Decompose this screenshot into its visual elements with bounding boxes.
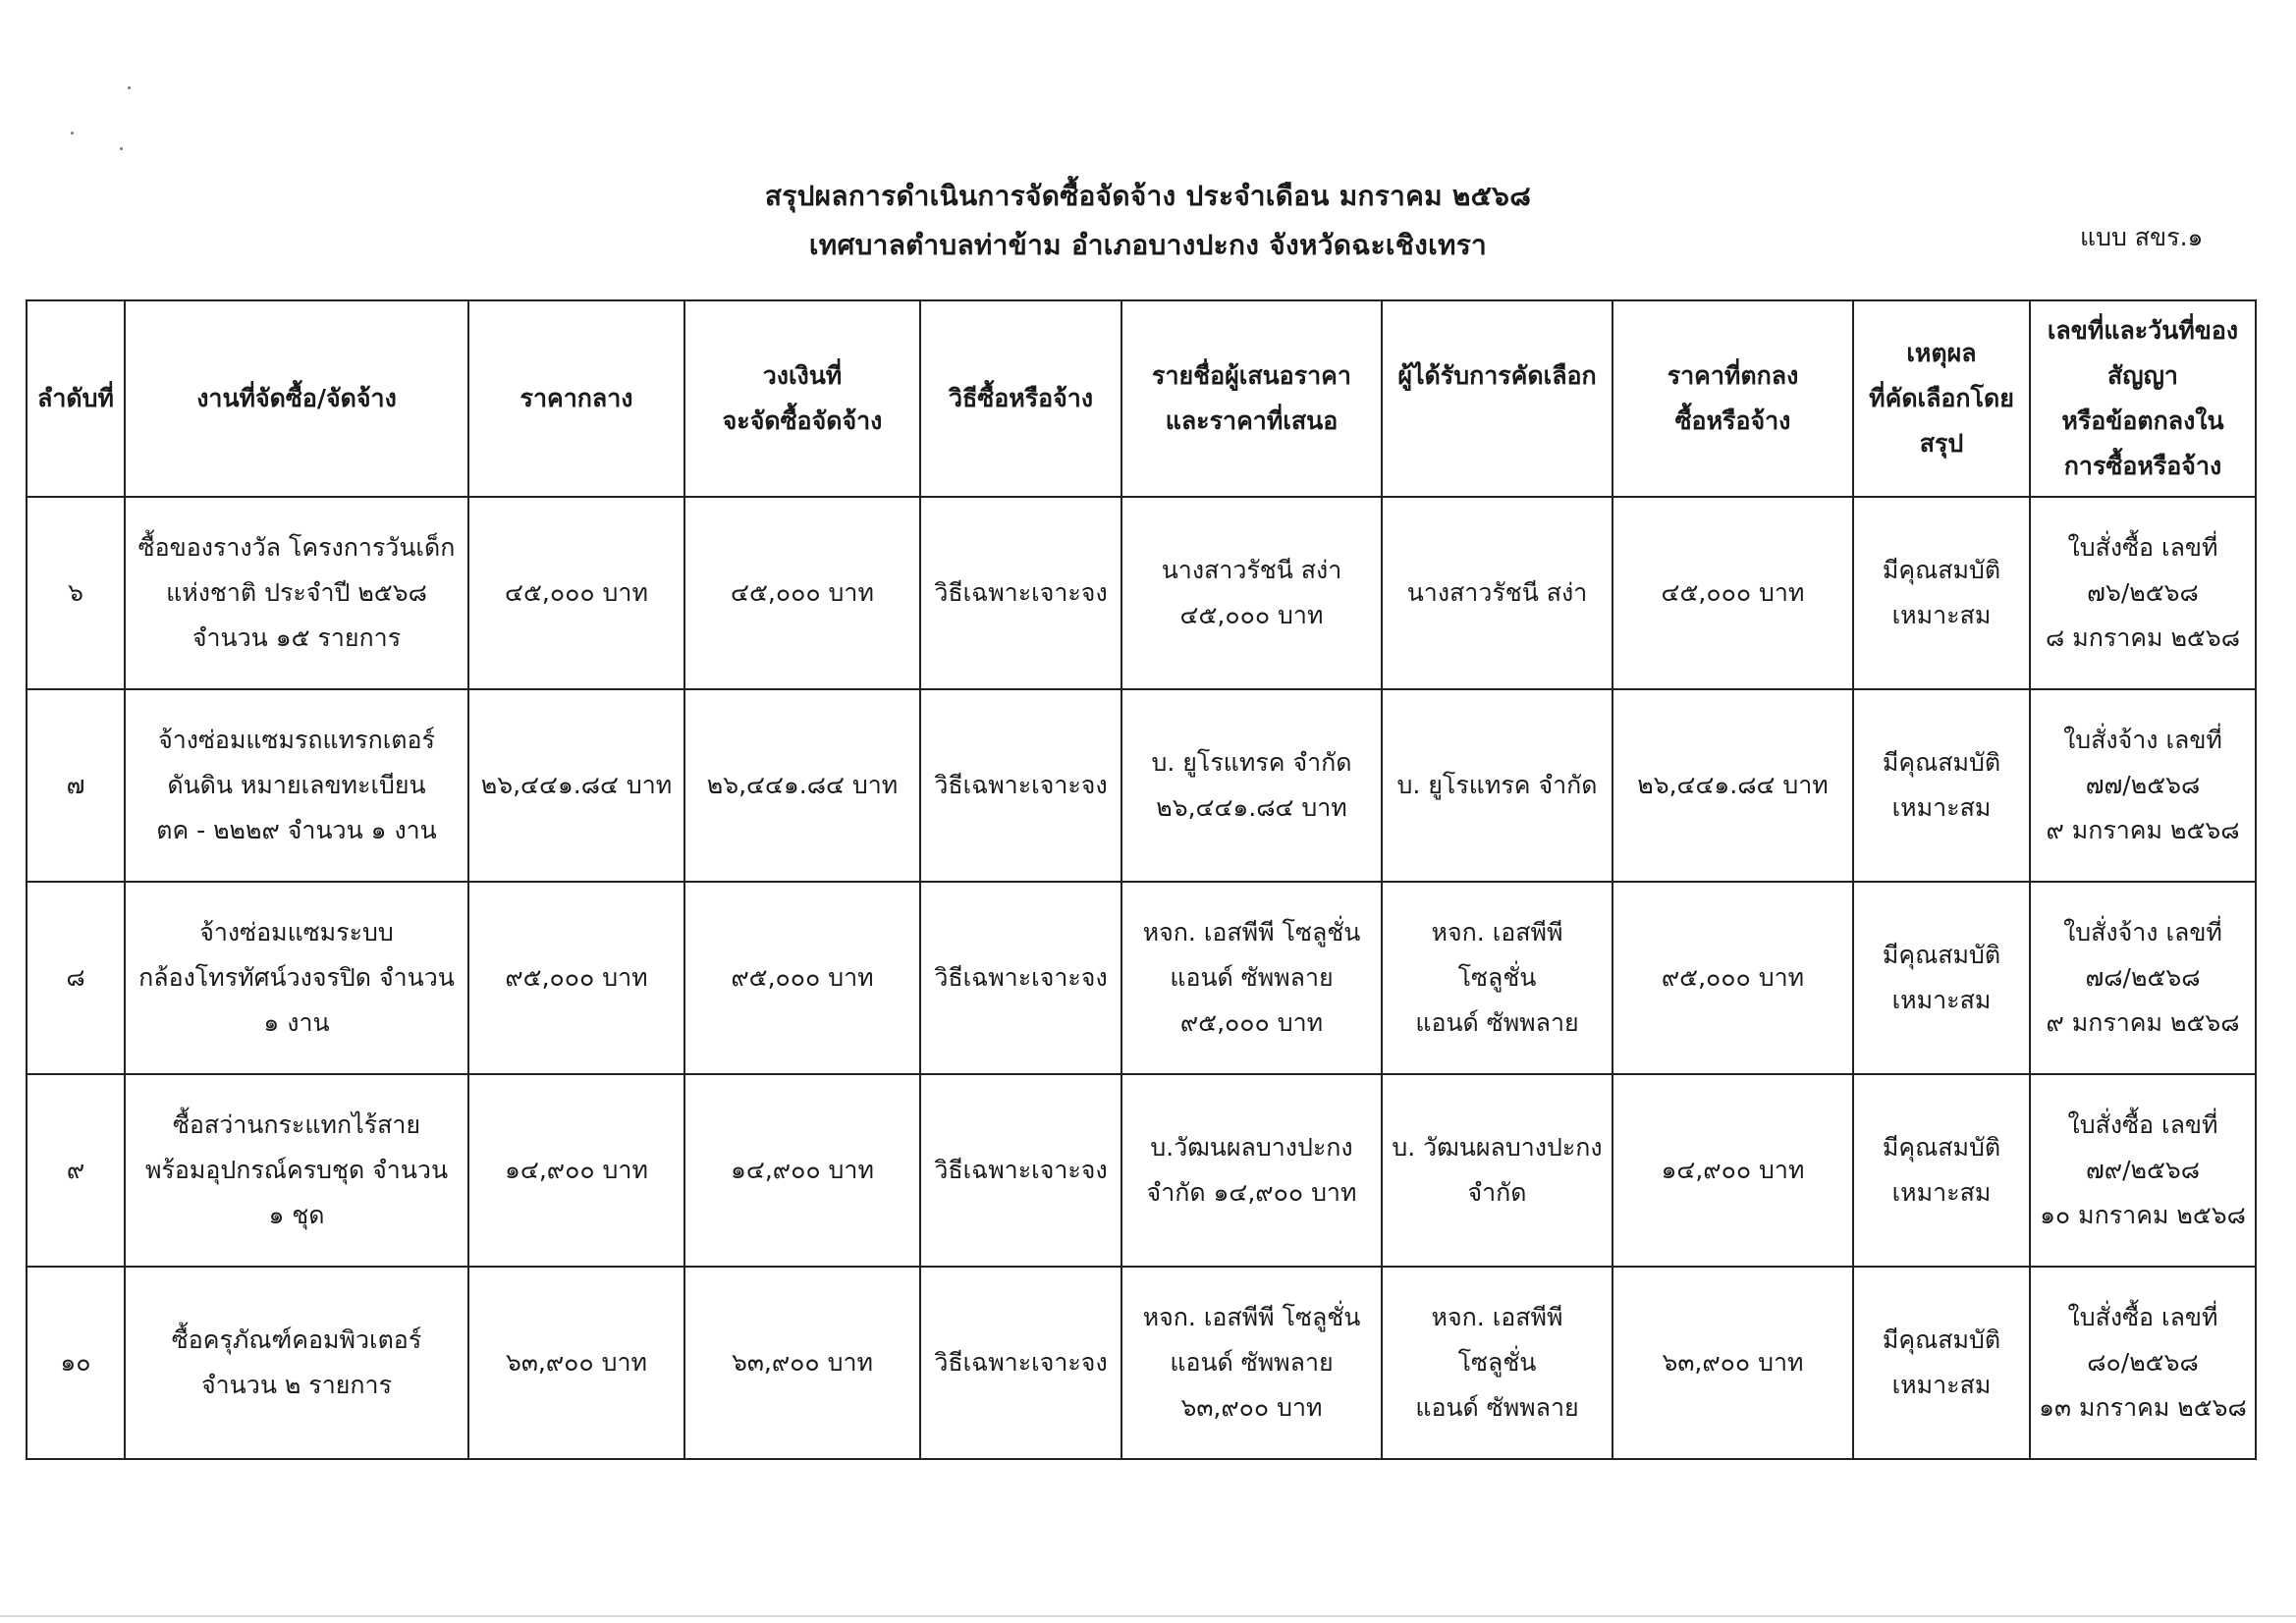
item-description (125, 497, 468, 689)
header-text: และราคาที่เสนอ (1165, 406, 1339, 435)
table-row (27, 497, 2256, 689)
contract-reference-line: ๑๐ มกราคม ๒๕๖๘ (2040, 1201, 2246, 1229)
table-row (27, 689, 2256, 882)
contract-reference-line: ๗๘/๒๕๖๘ (2085, 963, 2201, 992)
contract-reference-line: ๘๐/๒๕๖๘ (2087, 1348, 2199, 1377)
selected-vendor-line: บ. วัฒนผลบางปะกง (1392, 1133, 1603, 1162)
header-text: วงเงินที่ (762, 361, 843, 390)
budget-amount: ๙๕,๐๐๐ บาท (684, 882, 920, 1074)
contract-reference-line: ใบสั่งจ้าง เลขที่ (2063, 918, 2222, 947)
selection-reason (1853, 497, 2030, 689)
bidders-and-prices (1121, 882, 1382, 1074)
scan-mark (71, 132, 74, 135)
item-description (125, 1267, 468, 1459)
header-reason (1853, 300, 2030, 497)
bidders-and-prices-line: ๔๕,๐๐๐ บาท (1179, 601, 1324, 629)
header-text: ซื้อหรือจ้าง (1674, 406, 1791, 435)
bidders-and-prices-line: บ. ยูโรแทรค จำกัด (1151, 748, 1352, 777)
contract-reference-line: ๑๓ มกราคม ๒๕๖๘ (2039, 1393, 2247, 1422)
contract-reference-line: ๙ มกราคม ๒๕๖๘ (2046, 816, 2240, 844)
bidders-and-prices-line: นางสาวรัชนี สง่า (1161, 556, 1342, 584)
header-contract (2030, 300, 2256, 497)
agreed-price: ๖๓,๙๐๐ บาท (1613, 1267, 1853, 1459)
median-price: ๑๔,๙๐๐ บาท (468, 1074, 684, 1267)
item-description-line: ๑ งาน (263, 1008, 330, 1037)
bidders-and-prices-line: หจก. เอสพีพี โซลูชั่น (1142, 918, 1361, 947)
contract-reference-line: ๗๗/๒๕๖๘ (2085, 771, 2201, 799)
selection-reason-line: เหมาะสม (1891, 1371, 1992, 1399)
median-price: ๒๖,๔๔๑.๘๔ บาท (468, 689, 684, 882)
selection-reason-line: มีคุณสมบัติ (1882, 748, 2001, 777)
bidders-and-prices (1121, 1267, 1382, 1459)
contract-reference-line: ใบสั่งจ้าง เลขที่ (2063, 726, 2222, 754)
table-row (27, 882, 2256, 1074)
bidders-and-prices-line: หจก. เอสพีพี โซลูชั่น (1142, 1303, 1361, 1331)
item-description-line: จ้างซ่อมแซมระบบ (199, 918, 394, 947)
selected-vendor-line: หจก. เอสพีพี โซลูชั่น (1431, 918, 1563, 992)
budget-amount: ๖๓,๙๐๐ บาท (684, 1267, 920, 1459)
header-text: ผู้ได้รับการคัดเลือก (1397, 361, 1597, 390)
procurement-method: วิธีเฉพาะเจาะจง (920, 689, 1121, 882)
header-text (1391, 399, 1604, 444)
row-number: ๗ (27, 689, 125, 882)
selected-vendor (1382, 1074, 1613, 1267)
selection-reason-line: เหมาะสม (1891, 793, 1992, 822)
budget-amount: ๔๕,๐๐๐ บาท (684, 497, 920, 689)
header-text: จะจัดซื้อจัดจ้าง (722, 406, 883, 435)
selected-vendor-line: จำกัด (1467, 1178, 1527, 1207)
selected-vendor (1382, 1267, 1613, 1459)
header-text: การซื้อหรือจ้าง (2063, 452, 2222, 480)
scan-edge (0, 1615, 2296, 1617)
item-description-line: ซื้อของรางวัล โครงการวันเด็ก (137, 533, 456, 562)
bidders-and-prices (1121, 689, 1382, 882)
form-code: แบบ สขร.๑ (2080, 223, 2204, 251)
document-title: สรุปผลการดำเนินการจัดซื้อจัดจ้าง ประจำเดือน มกราคม ๒๕๖๘ (764, 180, 1532, 212)
header-text: ที่คัดเลือกโดย (1869, 384, 2014, 412)
selected-vendor (1382, 882, 1613, 1074)
median-price: ๖๓,๙๐๐ บาท (468, 1267, 684, 1459)
selected-vendor (1382, 689, 1613, 882)
selected-vendor-line: หจก. เอสพีพี โซลูชั่น (1431, 1303, 1563, 1377)
bidders-and-prices-line: แอนด์ ซัพพลาย (1170, 963, 1334, 992)
item-description-line: ๑ ชุด (268, 1201, 325, 1229)
bidders-and-prices-line: ๒๖,๔๔๑.๘๔ บาท (1156, 793, 1347, 822)
bidders-and-prices-line: ๖๓,๙๐๐ บาท (1180, 1393, 1323, 1422)
contract-reference (2030, 497, 2256, 689)
document-subtitle: เทศบาลตำบลท่าข้าม อำเภอบางปะกง จังหวัดฉะเชิงเทรา (808, 229, 1488, 261)
bidders-and-prices-line: จำกัด ๑๔,๙๐๐ บาท (1146, 1178, 1357, 1207)
header-method (920, 300, 1121, 497)
header-text: สรุป (1919, 429, 1964, 458)
item-description (125, 689, 468, 882)
selected-vendor-line: แอนด์ ซัพพลาย (1415, 1008, 1579, 1037)
header-text: รายชื่อผู้เสนอราคา (1152, 361, 1351, 390)
contract-reference-line: ๗๖/๒๕๖๘ (2087, 578, 2199, 607)
item-description-line: ซื้อสว่านกระแทกไร้สาย (172, 1110, 421, 1139)
header-no (27, 300, 125, 497)
selection-reason-line: เหมาะสม (1891, 986, 1992, 1014)
contract-reference (2030, 689, 2256, 882)
contract-reference-line: ใบสั่งซื้อ เลขที่ (2067, 1110, 2218, 1139)
table-body (27, 497, 2256, 1459)
scan-mark (128, 86, 131, 89)
header-selected (1382, 300, 1613, 497)
item-description-line: จ้างซ่อมแซมรถแทรกเตอร์ (158, 726, 435, 754)
item-description-line: ดันดิน หมายเลขทะเบียน (167, 771, 426, 799)
median-price: ๙๕,๐๐๐ บาท (468, 882, 684, 1074)
header-text: วิธีซื้อหรือจ้าง (948, 384, 1094, 412)
item-description-line: จำนวน ๑๕ รายการ (191, 623, 402, 652)
scan-mark (120, 147, 123, 150)
contract-reference (2030, 1074, 2256, 1267)
header-text: เหตุผล (1906, 339, 1977, 367)
row-number: ๙ (27, 1074, 125, 1267)
selection-reason (1853, 1074, 2030, 1267)
selection-reason (1853, 1267, 2030, 1459)
item-description-line: แห่งชาติ ประจำปี ๒๕๖๘ (166, 578, 427, 607)
item-description-line: พร้อมอุปกรณ์ครบชุด จำนวน (144, 1156, 449, 1184)
header-budget (684, 300, 920, 497)
header-agreed-price (1613, 300, 1853, 497)
contract-reference-line: ๗๙/๒๕๖๘ (2085, 1156, 2201, 1184)
agreed-price: ๒๖,๔๔๑.๘๔ บาท (1613, 689, 1853, 882)
row-number: ๘ (27, 882, 125, 1074)
selection-reason (1853, 882, 2030, 1074)
procurement-method: วิธีเฉพาะเจาะจง (920, 1074, 1121, 1267)
procurement-table (26, 299, 2257, 1460)
header-text: เลขที่และวันที่ของ (2047, 316, 2239, 345)
item-description (125, 1074, 468, 1267)
header-text: สัญญา (2107, 361, 2178, 390)
header-text: ลำดับที่ (37, 384, 114, 412)
agreed-price: ๙๕,๐๐๐ บาท (1613, 882, 1853, 1074)
row-number: ๖ (27, 497, 125, 689)
budget-amount: ๑๔,๙๐๐ บาท (684, 1074, 920, 1267)
item-description-line: ซื้อครุภัณฑ์คอมพิวเตอร์ (171, 1325, 422, 1354)
bidders-and-prices (1121, 497, 1382, 689)
header-bidders (1121, 300, 1382, 497)
item-description (125, 882, 468, 1074)
selection-reason-line: มีคุณสมบัติ (1882, 556, 2001, 584)
item-description-line: กล้องโทรทัศน์วงจรปิด จำนวน (138, 963, 455, 992)
contract-reference-line: ใบสั่งซื้อ เลขที่ (2067, 1303, 2218, 1331)
item-description-line: ตค - ๒๒๒๙ จำนวน ๑ งาน (156, 816, 437, 844)
header-item (125, 300, 468, 497)
table-header-row (27, 300, 2256, 497)
contract-reference-line: ๙ มกราคม ๒๕๖๘ (2046, 1008, 2240, 1037)
row-number: ๑๐ (27, 1267, 125, 1459)
budget-amount: ๒๖,๔๔๑.๘๔ บาท (684, 689, 920, 882)
selected-vendor (1382, 497, 1613, 689)
item-description-line: จำนวน ๒ รายการ (201, 1371, 392, 1399)
bidders-and-prices-line: แอนด์ ซัพพลาย (1170, 1348, 1334, 1377)
bidders-and-prices-line: ๙๕,๐๐๐ บาท (1179, 1008, 1324, 1037)
contract-reference (2030, 882, 2256, 1074)
procurement-method: วิธีเฉพาะเจาะจง (920, 882, 1121, 1074)
header-text: ราคาที่ตกลง (1667, 361, 1799, 390)
header-text: ราคากลาง (519, 384, 633, 412)
selected-vendor-line: นางสาวรัชนี สง่า (1406, 578, 1588, 607)
selected-vendor-line: บ. ยูโรแทรค จำกัด (1396, 771, 1598, 799)
header-text: หรือข้อตกลงใน (2061, 406, 2224, 435)
selection-reason-line: มีคุณสมบัติ (1882, 1133, 2001, 1162)
procurement-method: วิธีเฉพาะเจาะจง (920, 497, 1121, 689)
selected-vendor-line: แอนด์ ซัพพลาย (1415, 1393, 1579, 1422)
header-text: งานที่จัดซื้อ/จัดจ้าง (196, 384, 397, 412)
selection-reason-line: มีคุณสมบัติ (1882, 941, 2001, 969)
agreed-price: ๑๔,๙๐๐ บาท (1613, 1074, 1853, 1267)
selection-reason (1853, 689, 2030, 882)
contract-reference-line: ใบสั่งซื้อ เลขที่ (2067, 533, 2218, 562)
contract-reference-line: ๘ มกราคม ๒๕๖๘ (2045, 623, 2241, 652)
header-median-price (468, 300, 684, 497)
procurement-method: วิธีเฉพาะเจาะจง (920, 1267, 1121, 1459)
selection-reason-line: เหมาะสม (1891, 1178, 1992, 1207)
bidders-and-prices (1121, 1074, 1382, 1267)
median-price: ๔๕,๐๐๐ บาท (468, 497, 684, 689)
table-row (27, 1074, 2256, 1267)
bidders-and-prices-line: บ.วัฒนผลบางปะกง (1150, 1133, 1353, 1162)
agreed-price: ๔๕,๐๐๐ บาท (1613, 497, 1853, 689)
table-row (27, 1267, 2256, 1459)
selection-reason-line: มีคุณสมบัติ (1882, 1325, 2001, 1354)
selection-reason-line: เหมาะสม (1891, 601, 1992, 629)
contract-reference (2030, 1267, 2256, 1459)
